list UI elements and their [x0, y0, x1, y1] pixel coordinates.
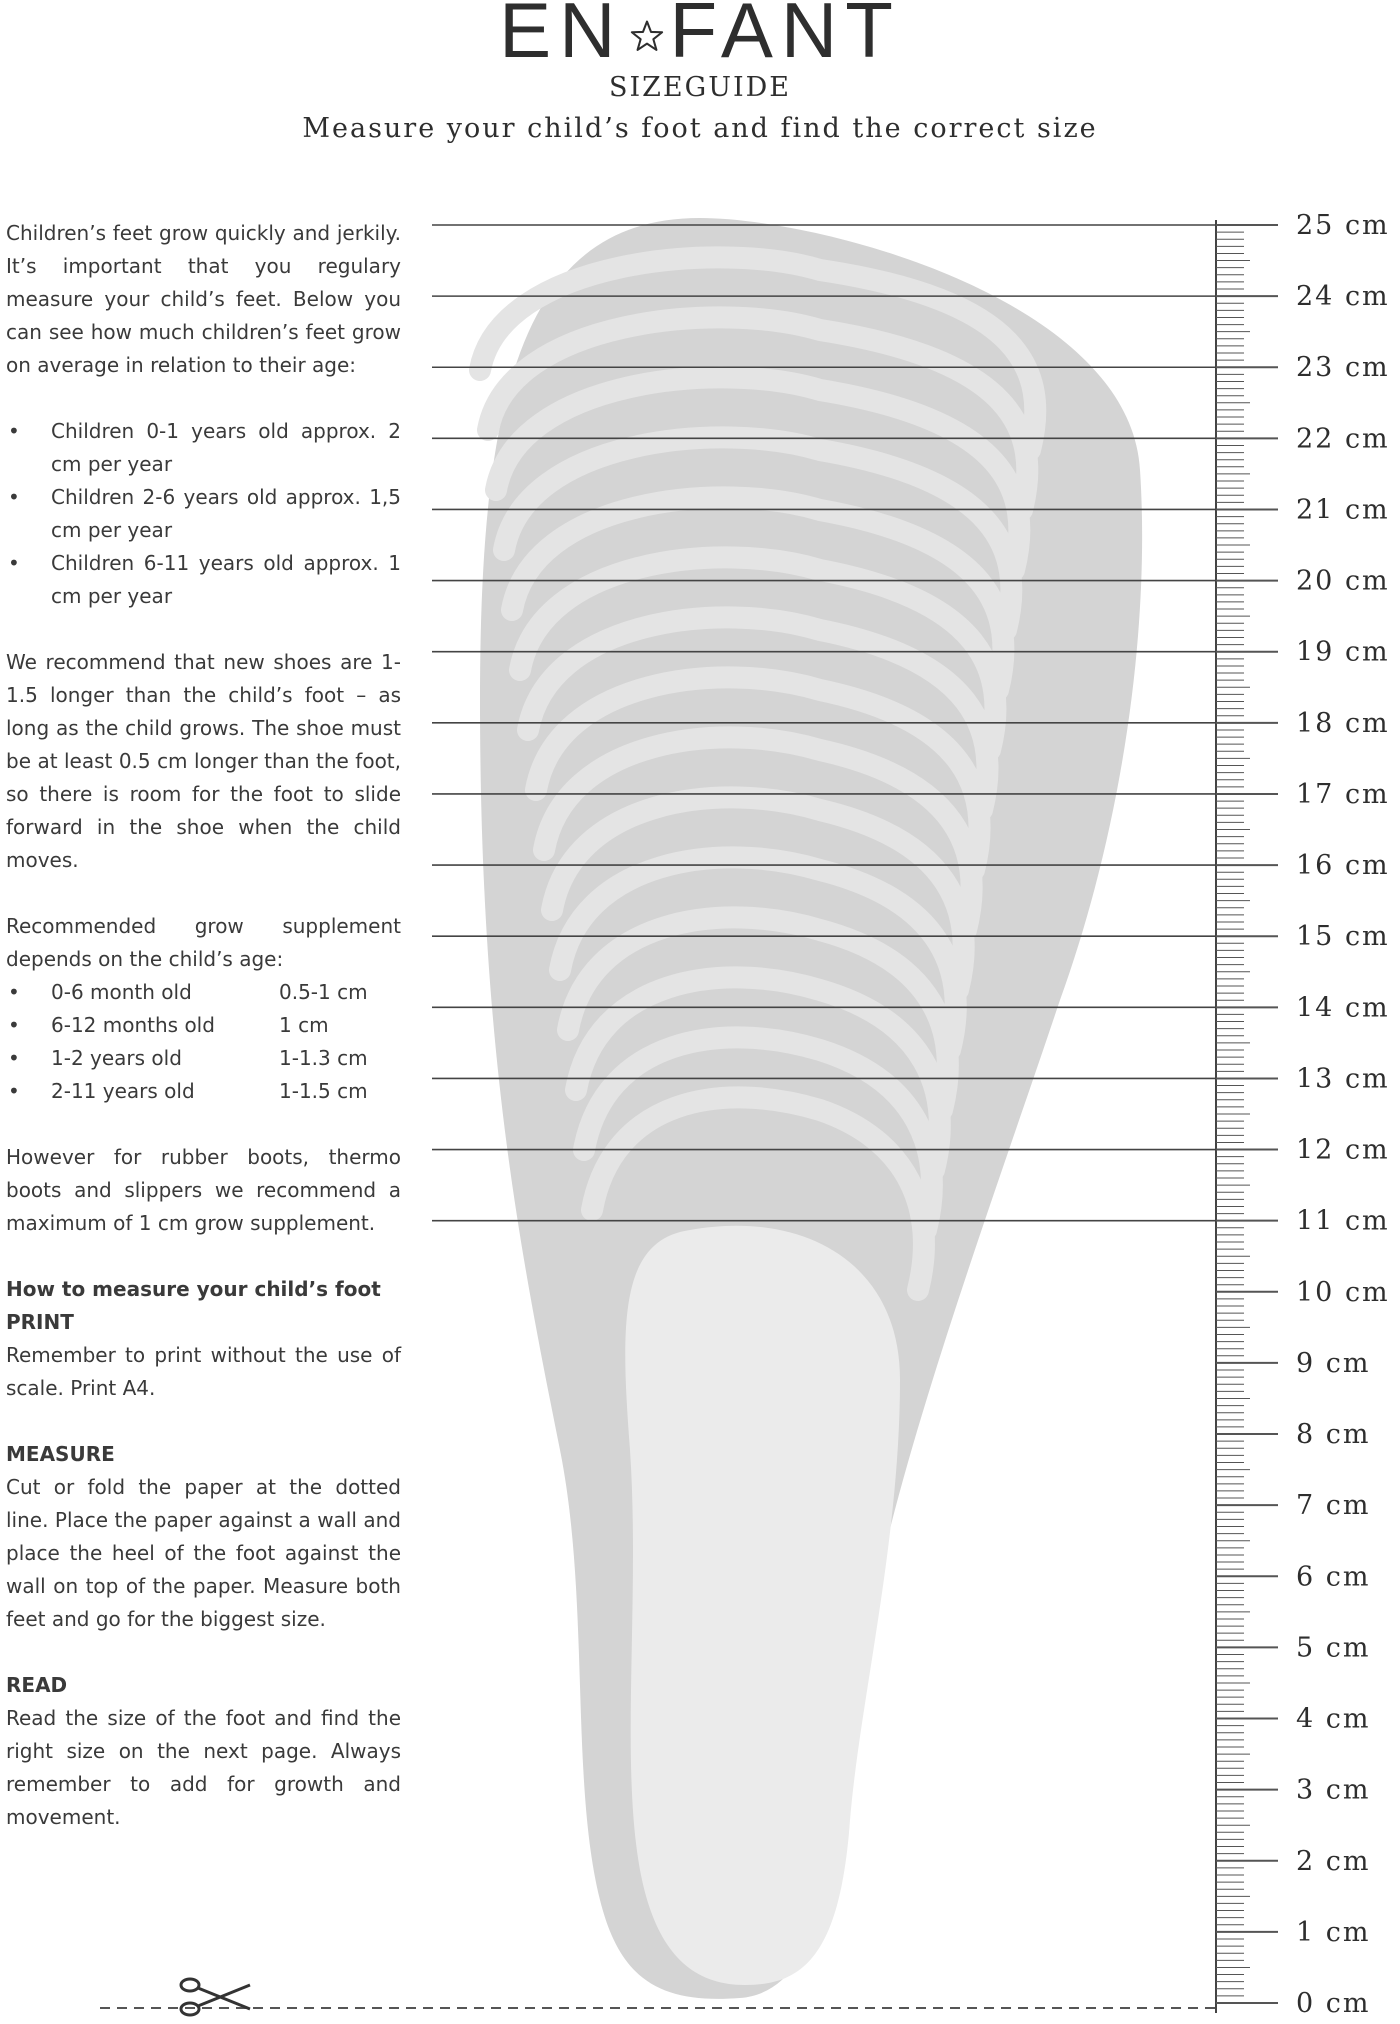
page-tagline: Measure your child’s foot and find the correct size	[302, 113, 1098, 144]
ruler-label: 9 cm	[1296, 1347, 1371, 1379]
ruler-label: 21 cm	[1296, 494, 1390, 526]
ruler	[1216, 220, 1278, 2013]
ruler-label: 13 cm	[1296, 1063, 1390, 1095]
ruler-label: 8 cm	[1296, 1419, 1371, 1451]
supplement-age: • 1-2 years old	[51, 1046, 182, 1070]
ruler-label: 22 cm	[1296, 423, 1390, 455]
list-item: • Children 6-11 years old approx. 1 cm per year	[6, 547, 401, 613]
ruler-label: 12 cm	[1296, 1134, 1390, 1166]
measure-heading: MEASURE	[6, 1442, 115, 1466]
ruler-label: 3 cm	[1296, 1774, 1371, 1806]
supplement-value: 1-1.5 cm	[279, 1079, 368, 1103]
ruler-label: 1 cm	[1296, 1916, 1371, 1948]
read-heading: READ	[6, 1673, 68, 1697]
ruler-label: 19 cm	[1296, 636, 1390, 668]
ruler-label: 18 cm	[1296, 707, 1390, 739]
intro-paragraph: Children’s feet grow quickly and jerkily. It’s important that you regulary measure your child’s feet. Below you can see how much children’s feet grow on average in relation to their age:	[6, 221, 401, 377]
brand-left: EN	[499, 0, 624, 74]
ruler-label: 11 cm	[1296, 1205, 1390, 1237]
supplement-value: 1-1.3 cm	[279, 1046, 368, 1070]
ruler-label: 10 cm	[1296, 1276, 1390, 1308]
print-heading: PRINT	[6, 1310, 74, 1334]
foot-heel	[625, 1226, 900, 1985]
ruler-label: 2 cm	[1296, 1845, 1371, 1877]
measure-text: Cut or fold the paper at the dotted line. Place the paper against a wall and place the heel of the foot against the wall on top of the paper. Measure both feet and go for the biggest size.	[6, 1475, 401, 1631]
ruler-label: 6 cm	[1296, 1561, 1371, 1593]
print-text: Remember to print without the use of scale. Print A4.	[6, 1343, 401, 1400]
ruler-label: 24 cm	[1296, 281, 1390, 313]
ruler-label: 5 cm	[1296, 1632, 1371, 1664]
supplement-age: • 0-6 month old	[51, 980, 192, 1004]
ruler-labels	[1296, 210, 1390, 2019]
how-to-heading: How to measure your child’s foot	[6, 1277, 381, 1301]
list-item: • Children 0-1 years old approx. 2 cm per year	[6, 415, 401, 481]
recommendation-paragraph: We recommend that new shoes are 1-1.5 longer than the child’s foot – as long as the child grows. The shoe must be at least 0.5 cm longer than the foot, so there is room for the foot to slide forward in the shoe when the child moves.	[6, 650, 401, 872]
list-item: • Children 2-6 years old approx. 1,5 cm per year	[6, 481, 401, 547]
supplement-age: • 6-12 months old	[51, 1013, 215, 1037]
brand-right: FANT	[669, 0, 901, 74]
ruler-label: 17 cm	[1296, 778, 1390, 810]
supplement-age: • 2-11 years old	[51, 1079, 195, 1103]
supplement-value: 0.5-1 cm	[279, 980, 368, 1004]
ruler-label: 23 cm	[1296, 352, 1390, 384]
supplement-intro: Recommended grow supplement depends on the child’s age:	[6, 914, 401, 971]
ruler-label: 16 cm	[1296, 850, 1390, 882]
ruler-label: 0 cm	[1296, 1988, 1371, 2019]
ruler-label: 25 cm	[1296, 210, 1390, 241]
read-text: Read the size of the foot and find the right size on the next page. Always remember to add for growth and movement.	[6, 1706, 401, 1829]
ruler-label: 15 cm	[1296, 921, 1390, 953]
ruler-label: 7 cm	[1296, 1490, 1371, 1522]
ruler-label: 20 cm	[1296, 565, 1390, 597]
page-subtitle: SIZEGUIDE	[609, 72, 791, 103]
ruler-label: 14 cm	[1296, 992, 1390, 1024]
ruler-label: 4 cm	[1296, 1703, 1371, 1735]
scissors-icon	[181, 1979, 250, 2015]
boots-note: However for rubber boots, thermo boots and slippers we recommend a maximum of 1 cm grow supplement.	[6, 1145, 401, 1235]
supplement-value: 1 cm	[279, 1013, 329, 1037]
foot-silhouette	[480, 218, 1142, 1999]
